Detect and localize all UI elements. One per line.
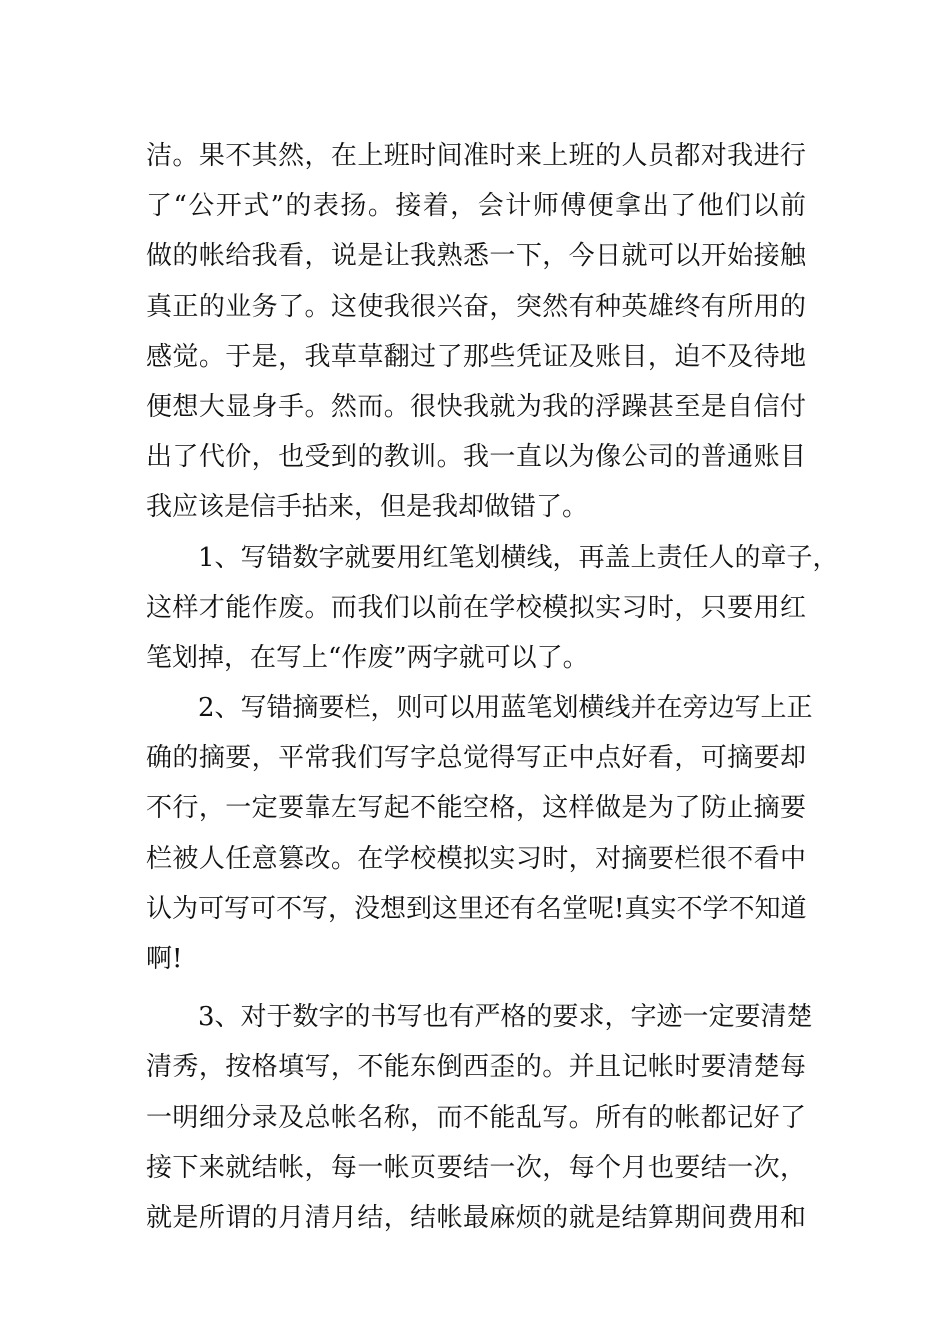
text-line: 一明细分录及总帐名称，而不能乱写。所有的帐都记好了 [146,1102,806,1133]
paragraph [146,992,813,1243]
text-line: 啊! [146,944,183,974]
text-line: 不行，一定要靠左写起不能空格，这样做是为了防止摘要 [146,793,806,824]
document-body [146,131,839,1243]
text-line: 认为可写可不写，没想到这里还有名堂呢!真实不学不知道 [146,893,807,924]
text-line: 2、写错摘要栏，则可以用蓝笔划横线并在旁边写上正 [198,693,813,724]
text-line: 我应该是信手拈来，但是我却做错了。 [146,492,589,523]
text-line: 做的帐给我看，说是让我熟悉一下，今日就可以开始接触 [146,241,806,272]
text-line: 确的摘要，平常我们写字总觉得写正中点好看，可摘要却 [146,743,806,774]
text-line: 洁。果不其然，在上班时间准时来上班的人员都对我进行 [146,141,806,171]
text-line: 3、对于数字的书写也有严格的要求，字迹一定要清楚 [198,1002,813,1033]
text-line: 接下来就结帐，每一帐页要结一次，每个月也要结一次， [146,1152,806,1183]
text-line: 1、写错数字就要用红笔划横线，再盖上责任人的章子， [198,542,839,573]
text-line: 出了代价，也受到的教训。我一直以为像公司的普通账目 [146,442,806,473]
paragraph [146,683,813,984]
text-line: 就是所谓的月清月结，结帐最麻烦的就是结算期间费用和 [146,1202,806,1233]
text-line: 笔划掉，在写上“作废”两字就可以了。 [146,642,589,673]
paragraph [146,533,839,684]
text-line: 感觉。于是，我草草翻过了那些凭证及账目，迫不及待地 [146,341,806,372]
text-line: 便想大显身手。然而。很快我就为我的浮躁甚至是自信付 [146,391,806,422]
paragraph [146,131,806,533]
text-line: 真正的业务了。这使我很兴奋，突然有种英雄终有所用的 [146,291,806,322]
text-line: 了“公开式”的表扬。接着，会计师傅便拿出了他们以前 [146,191,806,222]
text-line: 栏被人任意篡改。在学校模拟实习时，对摘要栏很不看中 [146,843,806,874]
text-line: 这样才能作废。而我们以前在学校模拟实习时，只要用红 [146,592,806,623]
paragraph-gap [146,984,806,992]
text-line: 清秀，按格填写，不能东倒西歪的。并且记帐时要清楚每 [146,1052,806,1083]
